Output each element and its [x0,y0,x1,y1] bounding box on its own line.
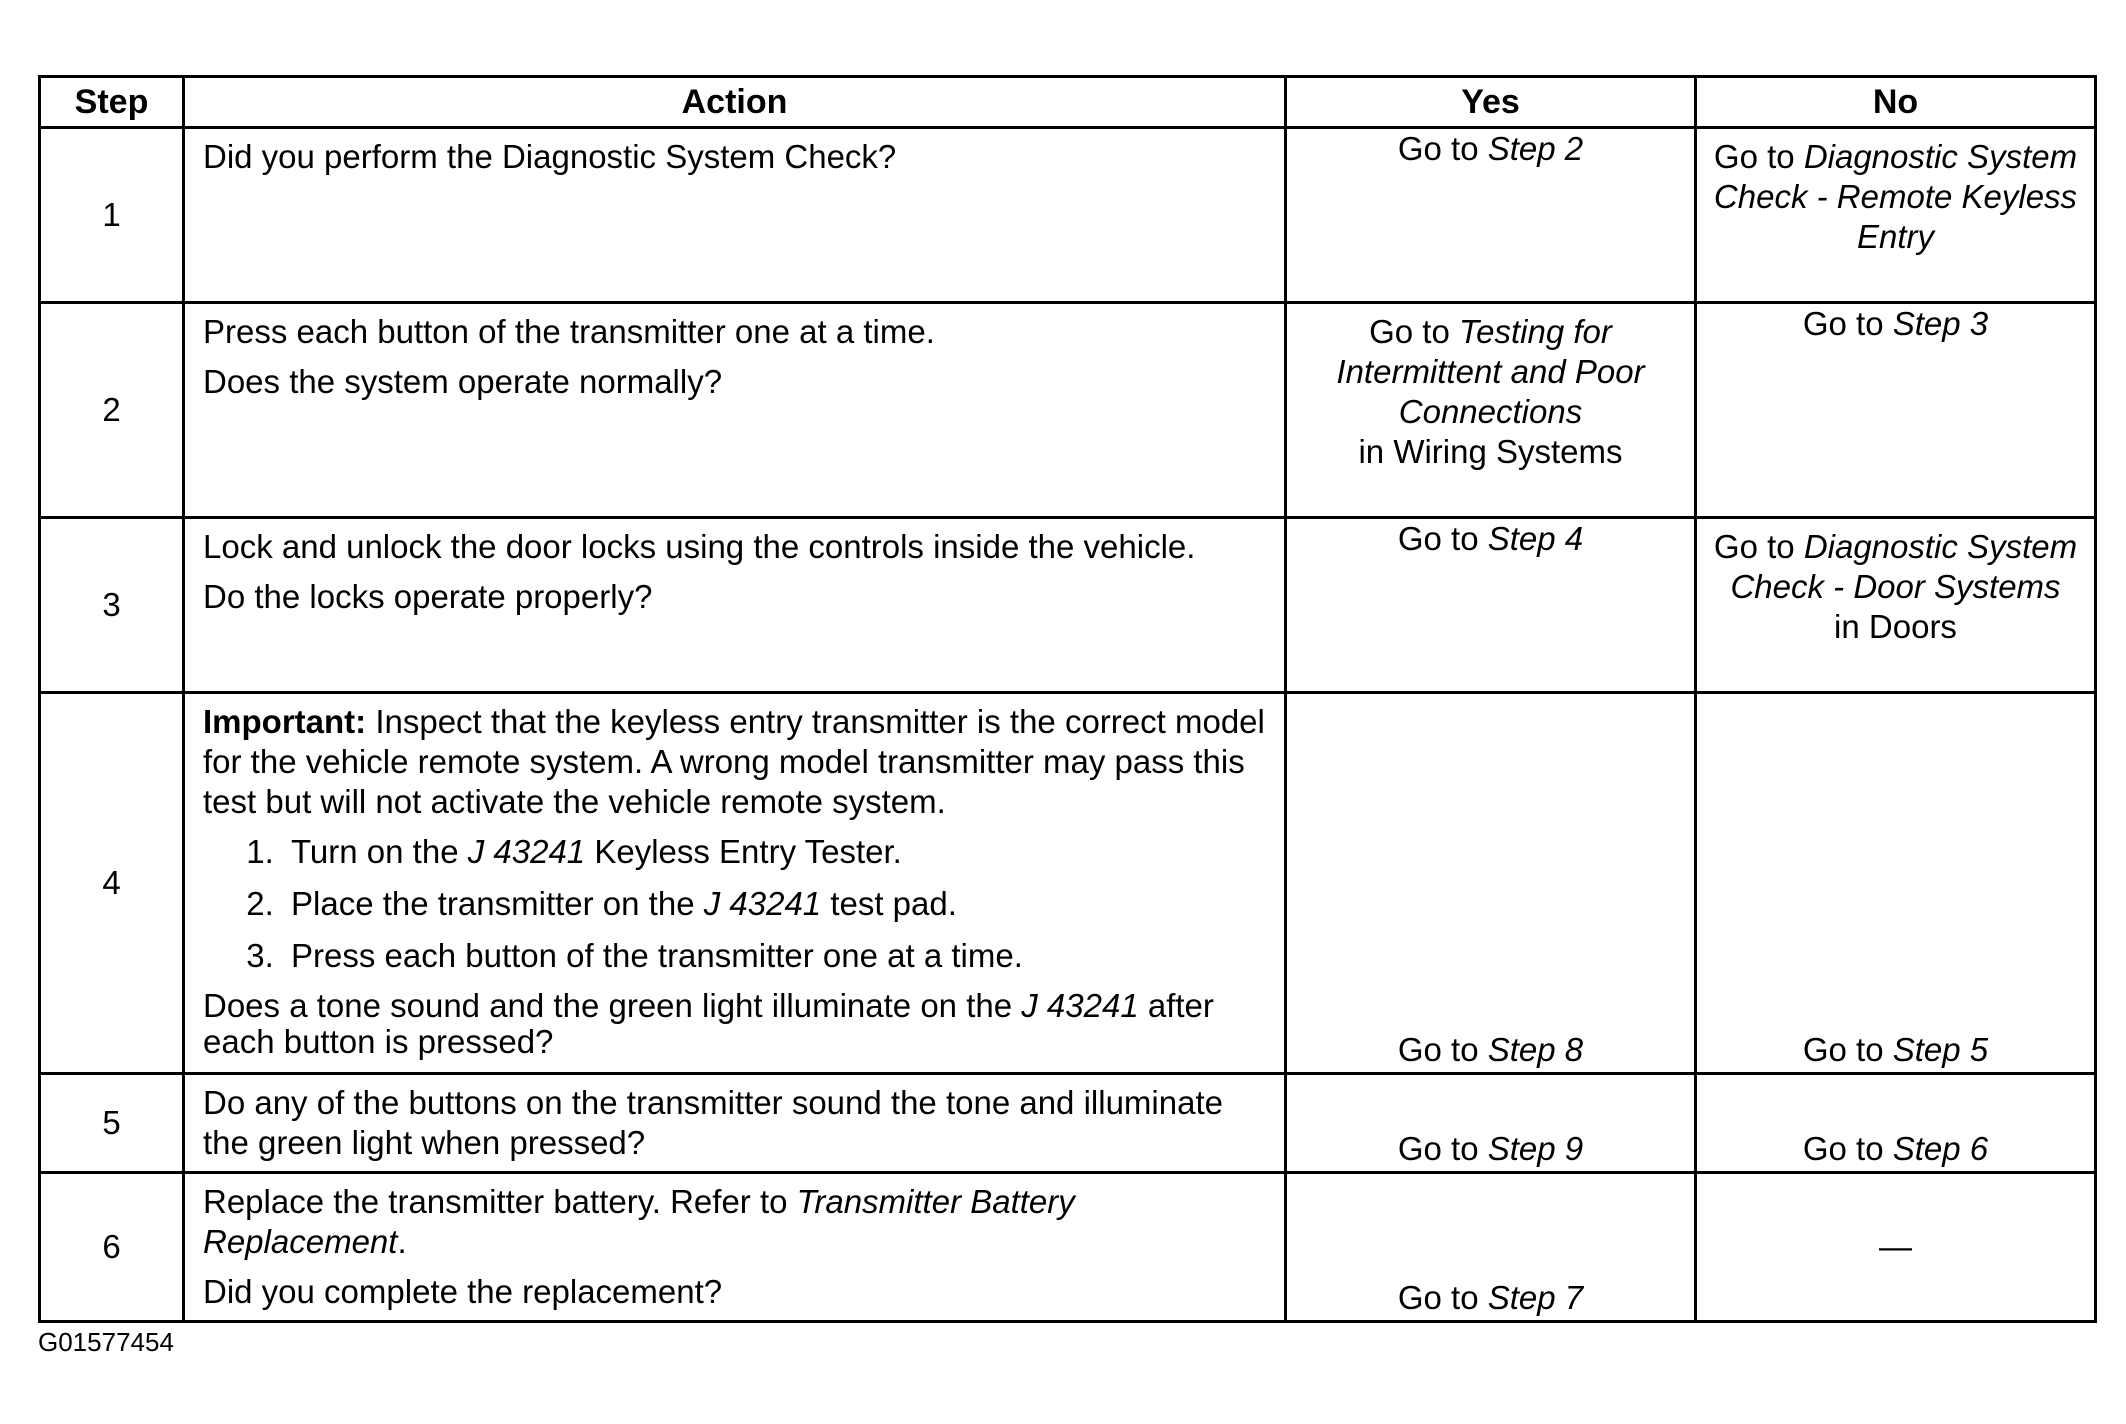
action-cell [184,1074,1286,1173]
no-prefix: Go to [1802,305,1893,342]
no-target-link[interactable]: Step 3 [1892,305,1989,342]
table-row [40,693,2096,1074]
no-suffix: in Doors [1834,608,1957,645]
figure-id: G01577454 [38,1327,174,1357]
action-question: Does a tone sound and the green light illuminate on the J 43241 after each button is pressed? [203,987,1214,1060]
no-prefix: Go to [1713,138,1804,175]
header-step: Step [40,77,184,128]
no-cell [1696,128,2096,303]
important-text: Inspect that the keyless entry transmitter is the correct model for the vehicle remote system. A wrong model transmitter may pass this test but will not activate the vehicle remote system. [203,703,1265,820]
yes-target-link[interactable]: Step 8 [1487,1031,1584,1068]
yes-cell [1286,693,1696,1074]
action-text: Press each button of the transmitter one at a time. [203,313,935,350]
yes-prefix: Go to [1397,130,1488,167]
doc-ref-link[interactable]: Transmitter Battery Replacement [203,1183,1075,1260]
no-prefix: Go to [1802,1130,1893,1167]
yes-cell [1286,1173,1696,1322]
yes-cell [1286,518,1696,693]
yes-suffix: in Wiring Systems [1358,433,1623,470]
step-number: 3 [40,518,184,693]
yes-target-link[interactable]: Step 9 [1487,1130,1584,1167]
no-cell [1696,1074,2096,1173]
yes-target-link[interactable]: Step 7 [1487,1279,1584,1316]
action-cell [184,518,1286,693]
step-number: 1 [40,128,184,303]
no-target-link[interactable]: Diagnostic System Check - Door Systems [1730,528,2078,605]
step-number: 4 [40,693,184,1074]
action-question: Did you complete the replacement? [203,1273,723,1310]
no-prefix: Go to [1802,1031,1893,1068]
header-row [40,77,2096,128]
action-text: Did you perform the Diagnostic System Check? [203,138,897,175]
table-row [40,1173,2096,1322]
action-question: Do the locks operate properly? [203,578,653,615]
no-target-link[interactable]: Step 6 [1892,1130,1989,1167]
yes-prefix: Go to [1369,313,1459,350]
yes-cell [1286,1074,1696,1173]
table-row [40,303,2096,518]
no-target-link[interactable]: Step 5 [1892,1031,1989,1068]
yes-prefix: Go to [1397,520,1488,557]
step-number: 5 [40,1074,184,1173]
action-cell [184,1173,1286,1322]
yes-prefix: Go to [1397,1031,1488,1068]
table-row [40,128,2096,303]
action-question: Does the system operate normally? [203,363,723,400]
action-text: Do any of the buttons on the transmitter sound the tone and illuminate the green light when pressed? [203,1084,1223,1161]
no-prefix: Go to [1713,528,1804,565]
step-number: 2 [40,303,184,518]
action-text: Lock and unlock the door locks using the controls inside the vehicle. [203,528,1196,565]
list-item: 2. Place the transmitter on the J 43241 test pad. [283,884,1266,924]
no-cell [1696,303,2096,518]
no-target-link[interactable]: Diagnostic System Check - Remote Keyless Entry [1713,138,2078,255]
important-label: Important: [203,703,367,740]
yes-cell [1286,128,1696,303]
tool-ref: J 43241 [467,833,586,870]
header-no: No [1696,77,2096,128]
no-cell [1696,518,2096,693]
no-cell [1696,693,2096,1074]
yes-prefix: Go to [1397,1279,1488,1316]
step-number: 6 [40,1173,184,1322]
list-item: 1. Turn on the J 43241 Keyless Entry Tester. [283,832,1266,872]
header-yes: Yes [1286,77,1696,128]
action-text: Replace the transmitter battery. Refer to Transmitter Battery Replacement. [203,1183,1075,1260]
no-dash: — [1879,1228,1912,1265]
action-cell [184,128,1286,303]
table-row [40,518,2096,693]
procedure-list [203,832,1266,976]
tool-ref: J 43241 [1021,987,1139,1024]
list-item: 3. Press each button of the transmitter one at a time. [283,936,1266,976]
action-cell [184,693,1286,1074]
action-cell [184,303,1286,518]
header-action: Action [184,77,1286,128]
yes-prefix: Go to [1397,1130,1488,1167]
tool-ref: J 43241 [703,885,822,922]
yes-target-link[interactable]: Testing for Intermittent and Poor Connections [1336,313,1645,430]
yes-cell [1286,303,1696,518]
table-row [40,1074,2096,1173]
diagnostic-table [38,75,2097,1323]
yes-target-link[interactable]: Step 2 [1487,130,1584,167]
important-note [203,702,1266,822]
yes-target-link[interactable]: Step 4 [1487,520,1584,557]
no-cell [1696,1173,2096,1322]
